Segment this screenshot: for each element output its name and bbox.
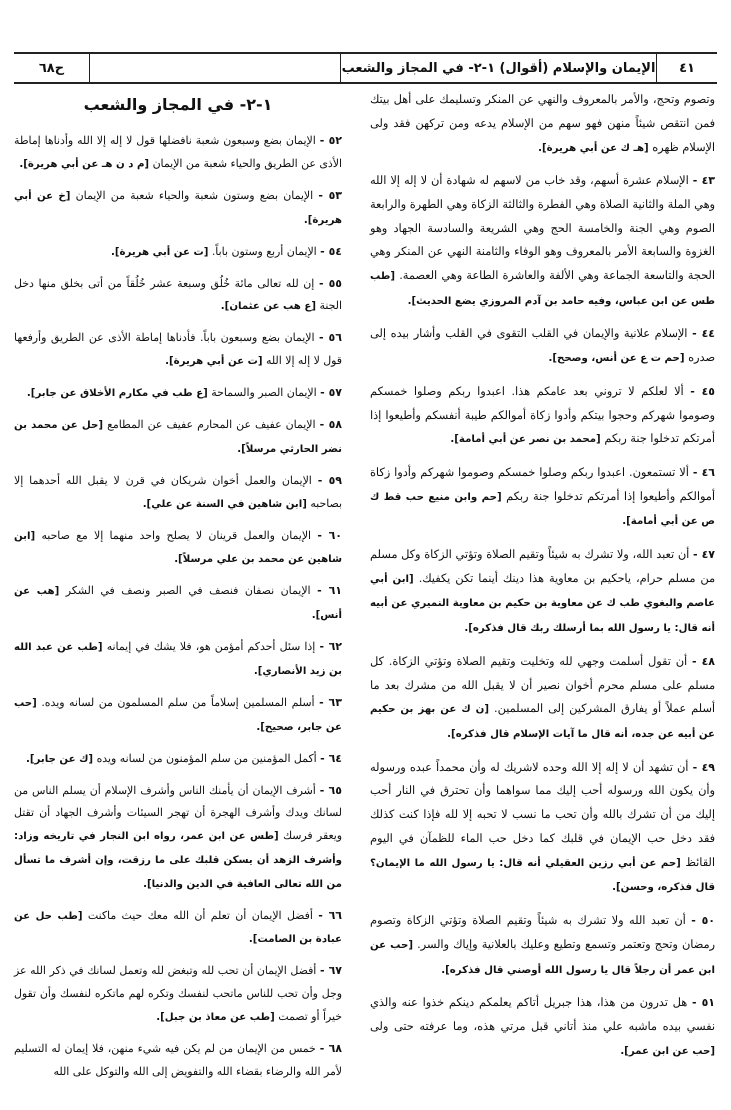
hadith-text: أسلم المسلمين إسلاماً من سلم المسلمون من لسانه ويده.	[41, 695, 315, 709]
right-entries-list	[370, 169, 715, 1063]
left-column	[14, 88, 342, 1092]
hadith-text: الإيمان بضع وسبعون شعبة نافضلها قول لا إله إلا الله وأدناها إماطة الأذى عن الطريق والحياء شعبة من الإيمان	[14, 134, 342, 170]
left-entries-list	[14, 130, 342, 1083]
hadith-entry	[14, 414, 342, 462]
hadith-number: ٥٨ -	[319, 418, 342, 431]
hadith-number: ٦٧ -	[319, 964, 343, 978]
hadith-source: [حب عن جابر، صحيح].	[14, 697, 342, 733]
hadith-number: ٦٠ -	[317, 528, 342, 542]
hadith-text: أن تعبد الله ولا تشرك به شيئاً وتقيم الصلاة وتؤتي الزكاة وتصوم رمضان وتحج وتعتمر وتسمع وتطيع وعليك بالعلانية وإياك والسر.	[370, 914, 715, 951]
hadith-entry	[370, 543, 715, 641]
hadith-number: ٤٦ -	[692, 465, 716, 479]
hadith-text: الإسلام علانية والإيمان في القلب التقوى في القلب وأشار بيده إلى صدره	[370, 327, 715, 365]
hadith-source: [طب حل عن عبادة بن الصامت].	[14, 910, 342, 946]
hadith-entry	[14, 1038, 342, 1084]
hadith-entry	[370, 380, 715, 452]
hadith-text: هل تدرون من هذا، هذا جبريل أتاكم يعلمكم دينكم خذوا عنه والذي نفسي بيده ماشبه علي منذ أتاني قبل مرتي هذه، وما عرفته حتى ولى	[370, 996, 715, 1033]
hadith-entry	[370, 909, 715, 982]
hadith-number: ٦٤ -	[320, 751, 342, 765]
hadith-text: الإيمان والعمل قرينان لا يصلح واحد منهما إلا مع صاحبه	[41, 528, 312, 542]
hadith-entry	[370, 461, 715, 534]
hadith-entry	[14, 525, 342, 573]
hadith-entry	[14, 748, 342, 772]
hadith-text: أن تقول أسلمت وجهي لله وتخليت وتقيم الصلاة وتؤتي الزكاة. كل مسلم على مسلم محرم أخوان نصير أن لا يقبل الله من مشرك بعد ما أسلم عملاً أو يفارق المشركين إلى المسلمين.	[370, 654, 716, 716]
hadith-text: إذا سئل أحدكم أمؤمن هو، فلا يشك في إيمانه	[106, 640, 316, 653]
hadith-text: ألا تستمعون. اعبدوا ربكم وصلوا خمسكم وصوموا شهركم وأدوا زكاة أموالكم وأطيعوا إذا أمرتكم تدخلوا جنة ربكم	[370, 465, 715, 503]
hadith-number: ٥٠ -	[691, 914, 715, 927]
hadith-source: [حل عن محمد بن نضر الحارثي مرسلاً].	[14, 420, 342, 455]
hadith-entry	[370, 756, 715, 901]
hadith-text: الإيمان الصبر والسماحة	[211, 386, 317, 399]
hadith-source: [محمد بن نصر عن أبي أمامة].	[450, 434, 601, 446]
hadith-entry	[14, 470, 342, 517]
hadith-text: الإيمان بضع وسبعون باباً. فأدناها إماطة الأذى عن الطريق وأرفعها قول لا إله إلا الله	[14, 331, 342, 367]
hadith-source: [حم عن أبي رزين العقيلي أنه قال: يا رسول الله ما الإيمان؟ قال فذكره، وحسن].	[370, 857, 715, 894]
hadith-number: ٥١ -	[691, 996, 716, 1010]
hadith-number: ٦٨ -	[319, 1041, 342, 1055]
hadith-entry	[14, 273, 342, 320]
hadith-entry	[14, 241, 342, 265]
hadith-entry	[14, 130, 342, 177]
hadith-source: [خ عن أبي هريرة].	[14, 190, 342, 226]
hadith-text: خمس من الإيمان من لم يكن فيه شيء منهن، فلا إيمان له التسليم لأمر الله والرضاء بقضاء الله والتفويض إلى الله والتوكل على الله	[14, 1041, 342, 1078]
hadith-entry	[370, 169, 715, 314]
hadith-source: [حب عن ابن عمر أن رجلاً قال يا رسول الله أوصني قال فذكره].	[370, 939, 715, 976]
hadith-number: ٥٥ -	[318, 276, 342, 290]
hadith-text: أفضل الإيمان أن تحب لله وتبغض لله وتعمل لسانك في ذكر الله عز وجل وأن تحب للناس ماتحب لنفسك وتكره لهم ماتكره لنفسك وأن تقول خيراً أو تصمت	[14, 964, 342, 1023]
hadith-entry	[14, 960, 342, 1029]
hadith-number: ٦٥ -	[319, 783, 342, 797]
hadith-source: [ابن شاهين في السنة عن علي].	[142, 498, 307, 510]
continued-hadith	[370, 88, 715, 160]
hadith-source: [ت عن أبي هريرة].	[110, 246, 209, 258]
header-empty-cell	[89, 54, 340, 82]
hadith-number: ٤٥ -	[690, 384, 715, 398]
hadith-number: ٦٣ -	[319, 695, 342, 709]
hadith-entry	[370, 991, 715, 1063]
right-column	[370, 88, 715, 1072]
hadith-entry	[370, 322, 715, 371]
hadith-text: الإسلام عشرة أسهم، وقد خاب من لاسهم له شهادة أن لا إله إلا الله وهي الملة والثانية الصلاة وهي الفطرة والثالثة الزكاة وهي الطهرة والرابعة الصوم وهي الجنة والخامسة الحج وهي الشريعة والسادسة الجهاد وهو الغزوة والسابعة الأمر بالمعروف وهو الوفاء والثامنة النهي عن المنكر وهي الحجة والتاسعة الجماعة وهي الألفة والعاشرة الطاعة وهي العصمة.	[370, 174, 716, 283]
hadith-entry	[14, 780, 342, 897]
hadith-text: ألا لعلكم لا تروني بعد عامكم هذا. اعبدوا ربكم وصلوا خمسكم وصوموا شهركم وحجوا بيتكم وأدوا زكاة أموالكم طيبة أنفسكم وأطيعوا إذا أمرتكم تدخلوا جنة ربكم	[370, 384, 715, 446]
hadith-source: [هب عن أنس].	[14, 586, 342, 621]
hadith-number: ٦٦ -	[318, 908, 342, 922]
hadith-text: الإيمان بضع وستون شعبة والحياء شعبة من الإيمان	[75, 188, 314, 202]
hadith-entry	[14, 692, 342, 740]
hadith-source: [طس عن ابن عمر، رواه ابن النجار في تاريخه وزاد: وأشرف الزهد أن يسكن قلبك على ما رزقت، وإن أشرف ما تسأل من الله تعالى العافية في الدين والدنيا].	[14, 831, 342, 890]
hadith-number: ٤٩ -	[692, 760, 715, 774]
hadith-number: ٤٨ -	[691, 654, 715, 668]
page-number-left: ح٦٨	[38, 60, 65, 76]
hadith-number: ٤٧ -	[693, 547, 715, 561]
hadith-number: ٥٩ -	[317, 473, 342, 487]
hadith-entry	[14, 382, 342, 406]
hadith-source: [طب عن معاذ بن جبل].	[156, 1011, 275, 1023]
hadith-source: [طب طس عن ابن عباس، وفيه حامد بن آدم المروزي يضع الحديث].	[370, 271, 715, 307]
hadith-entry	[14, 636, 342, 684]
hadith-text: الإيمان والعمل أخوان شريكان في قرن لا يقبل الله أحدهما إلا بصاحبه	[14, 473, 342, 510]
hadith-number: ٤٤ -	[692, 327, 716, 341]
hadith-text: الإيمان أربع وستون باباً.	[211, 244, 317, 258]
hadith-text: أكمل المؤمنين من سلم المؤمنون من لسانه ويده	[96, 751, 317, 765]
hadith-source: [م د ن هـ عن أبي هريرة].	[19, 158, 150, 170]
hadith-source: [ابن شاهين عن محمد بن علي مرسلاً].	[14, 530, 342, 566]
hadith-number: ٥٢ -	[319, 134, 343, 147]
running-header	[14, 52, 717, 84]
hadith-source: [حم ت ع عن أنس، وصحح].	[548, 353, 685, 365]
hadith-source: [طب عن عبد الله بن زيد الأنصاري].	[14, 642, 342, 677]
hadith-source: [ابن أبي عاصم والبغوي طب ك عن معاوية بن حكيم بن معاوية النميري عن أبيه أنه قال: يا رسول الله بما أرسلك ربك قال فذكره].	[370, 573, 715, 635]
hadith-text: وتصوم وتحج، والأمر بالمعروف والنهي عن المنكر وتسليمك على أهل بيتك فمن انتقص شيئاً منهن فهو سهم من الإسلام يدعه ومن تركهن فقد ولى الإسلام ظهره	[370, 93, 715, 154]
hadith-text: أن تعبد الله، ولا تشرك به شيئاً وتقيم الصلاة وتؤتي الزكاة وكل مسلم من مسلم حرام، ياحكيم بن معاوية هذا دينك أينما تكن يكفيك.	[370, 547, 715, 585]
hadith-number: ٥٤ -	[320, 244, 342, 258]
hadith-source: [ك عن جابر].	[26, 753, 94, 765]
hadith-entry	[14, 905, 342, 953]
hadith-entry	[14, 327, 342, 374]
hadith-source: [هـ ك عن أبي هريرة].	[538, 142, 649, 154]
header-title: الإيمان والإسلام (أقوال) ١-٢- في المجاز والشعب	[340, 54, 656, 82]
hadith-text: إن لله تعالى مائة خُلُق وسبعة عشر خُلُقاً من أتى بخلق منها دخل الجنة	[14, 276, 342, 313]
hadith-entry	[14, 580, 342, 628]
hadith-number: ٥٧ -	[320, 386, 342, 399]
hadith-number: ٤٣ -	[692, 174, 715, 188]
hadith-text: أشرف الإيمان أن يأمنك الناس وأشرف الإسلام أن يسلم الناس من لسانك ويدك وأشرف الهجرة أن تهجر السيئات وأشرف الجهاد أن تقتل ويعقر فرسك	[14, 783, 342, 842]
hadith-entry	[370, 650, 715, 747]
hadith-source: [حم وابن منيع حب قط ك ص عن أبي أمامة].	[370, 491, 715, 528]
hadith-text: أن تشهد أن لا إله إلا الله وحده لاشريك له وأن محمداً عبده ورسوله وأن يكون الله ورسوله أحب إليك مما سواهما وأن تحترق في النار أحب إليك من أن تشرك بالله وأن تحب ما نسب لا تحبه إلا لله فإذا كنت كذلك فقد دخل حب الإيمان في قلبك كما دخل حب الماء للظمآن في اليوم القائظ	[370, 760, 716, 869]
hadith-text: الإيمان نصفان فنصف في الصبر ونصف في الشكر	[65, 584, 311, 598]
hadith-source: [ت عن أبي هريرة].	[165, 356, 263, 367]
hadith-text: أفضل الإيمان أن تعلم أن الله معك حيث ماكنت	[87, 908, 313, 922]
hadith-text: الإيمان عفيف عن المحارم عفيف عن المطامع	[107, 418, 316, 431]
hadith-number: ٦٢ -	[319, 640, 342, 653]
hadith-number: ٥٣ -	[318, 188, 342, 202]
hadith-source: [حب عن ابن عمر].	[620, 1045, 715, 1057]
hadith-source: [ع طب في مكارم الأخلاق عن جابر].	[26, 388, 208, 399]
hadith-number: ٦١ -	[317, 584, 343, 598]
page-number-right: ٤١	[656, 54, 717, 82]
hadith-number: ٥٦ -	[319, 331, 342, 345]
section-title: ١-٢- في المجاز والشعب	[83, 95, 273, 114]
hadith-source: [ع هب عن عثمان].	[220, 301, 317, 313]
hadith-entry	[14, 185, 342, 233]
hadith-source: [ن ك عن بهز بن حكيم عن أبيه عن جده، أنه قال ما آيات الإسلام قال فذكره].	[370, 704, 715, 741]
